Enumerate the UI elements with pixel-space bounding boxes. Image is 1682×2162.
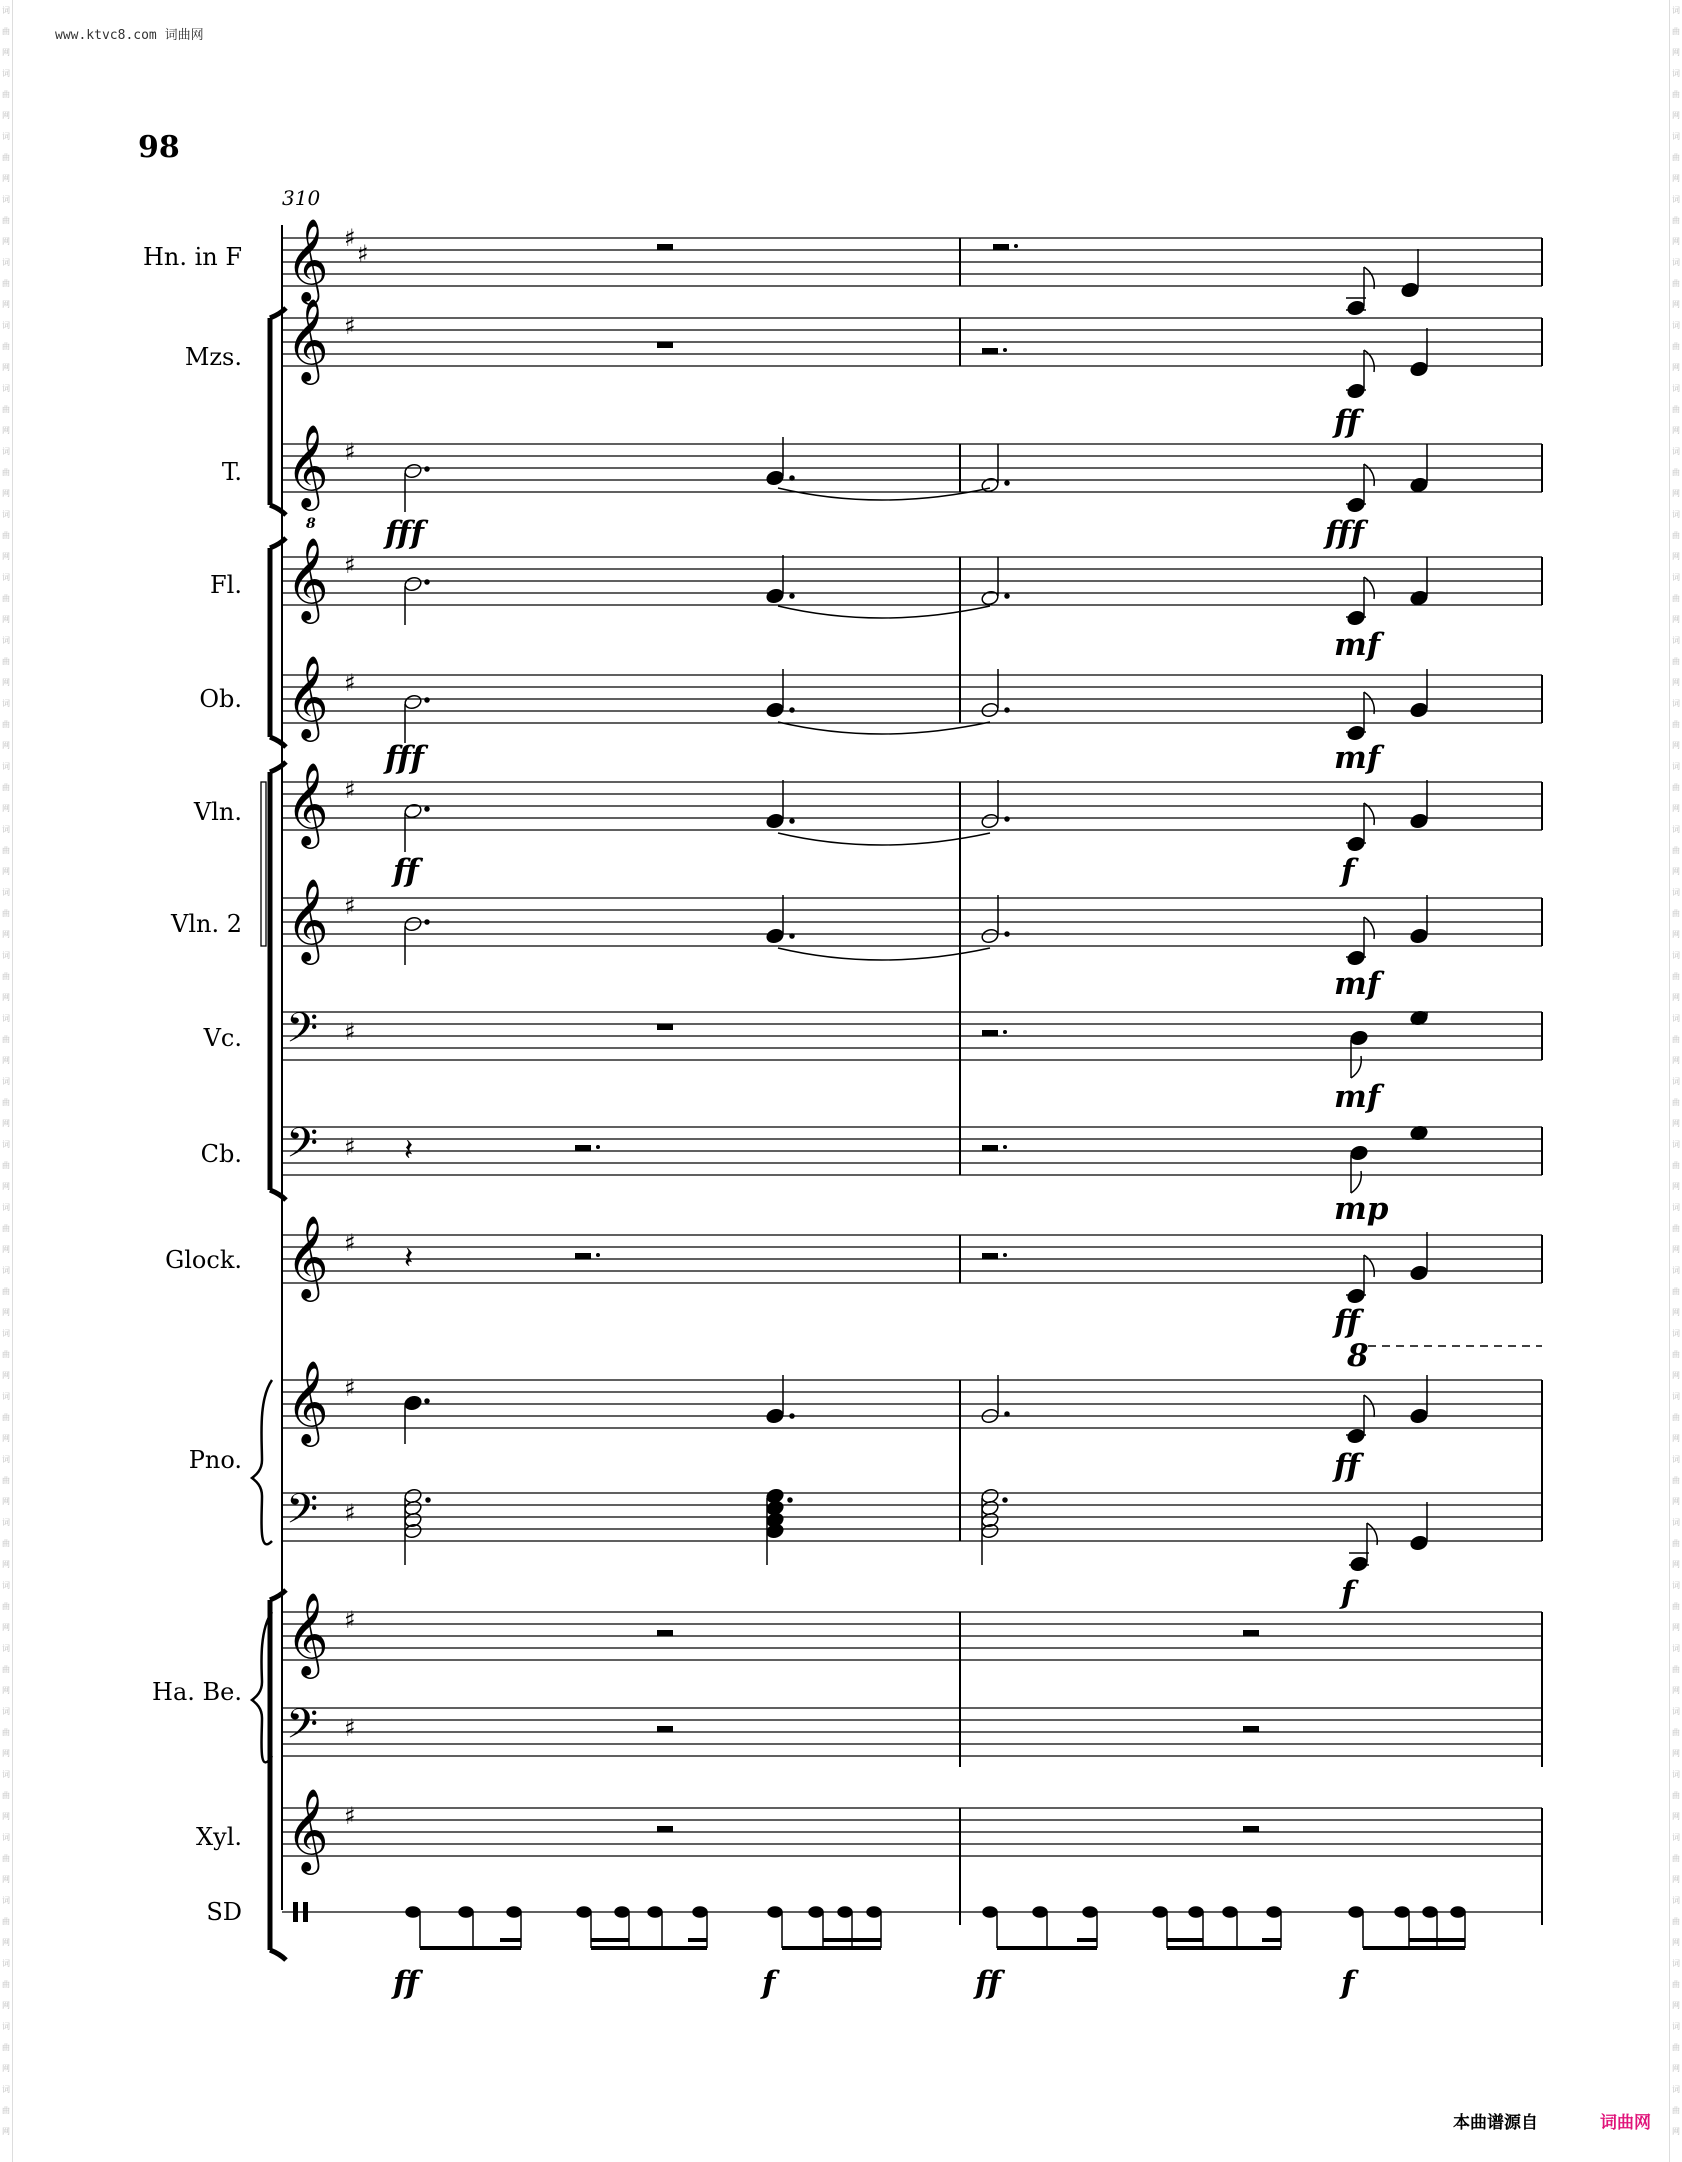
- bracket-strings: [270, 762, 286, 1200]
- dynamic-violin-2: mf: [1334, 966, 1381, 1002]
- sharp-icon: ♯: [344, 892, 356, 920]
- margin-watermark-text: 词曲网: [1672, 1077, 1680, 1128]
- margin-watermark-text: 词曲网: [1672, 1329, 1680, 1380]
- margin-watermark-text: 词曲网: [1672, 1770, 1680, 1821]
- margin-watermark-text: 词曲网: [2, 195, 10, 246]
- margin-watermark-text: 词曲网: [2, 951, 10, 1002]
- sharp-icon: ♯: [344, 1499, 356, 1527]
- instrument-name-mezzo: Mzs.: [184, 343, 242, 371]
- instrument-name-snare-drum: SD: [206, 1898, 242, 1926]
- bass-clef-icon: 𝄢: [286, 1004, 319, 1062]
- half-rest: [982, 1145, 998, 1151]
- instrument-name-contrabass: Cb.: [200, 1140, 242, 1168]
- margin-watermark-text: 词曲网: [2, 447, 10, 498]
- melody-tenor: [403, 437, 1428, 513]
- bracket-percussion: [270, 1590, 286, 1960]
- whole-rest: [657, 1726, 673, 1732]
- treble-clef-icon: 𝄞: [286, 1591, 329, 1675]
- sharp-icon: ♯: [344, 551, 356, 579]
- instrument-name-piano: Pno.: [188, 1446, 242, 1474]
- dynamic-snare-4: f: [1341, 1965, 1355, 2001]
- margin-watermark-text: 词曲网: [1672, 699, 1680, 750]
- sharp-icon: ♯: [344, 312, 356, 340]
- percussion-clef-icon: [293, 1902, 298, 1922]
- margin-watermark-text: 词曲网: [1672, 573, 1680, 624]
- margin-watermark-text: 词曲网: [2, 321, 10, 372]
- margin-watermark-text: 词曲网: [1672, 1392, 1680, 1443]
- sharp-icon: ♯: [344, 1018, 356, 1046]
- margin-watermark-text: 词曲网: [2, 258, 10, 309]
- tenor-clef-eight: 8: [306, 516, 316, 532]
- bass-clef-icon: 𝄢: [286, 1119, 319, 1177]
- whole-rest: [657, 1826, 673, 1832]
- staff-piano-bass: [282, 1493, 1542, 1541]
- margin-watermark-text: 词曲网: [1672, 1707, 1680, 1758]
- quarter-rest: 𝄽: [404, 1241, 414, 1276]
- dynamic-piano-bass: f: [1341, 1575, 1355, 1611]
- ottava-mark: 8: [1347, 1338, 1369, 1374]
- sharp-icon: ♯: [344, 1374, 356, 1402]
- margin-watermark-text: 词曲网: [2, 1140, 10, 1191]
- treble-clef-icon: 𝄞: [286, 1787, 329, 1871]
- dynamic-tenor-2: fff: [1325, 515, 1364, 551]
- margin-watermark-text: 词曲网: [1672, 1644, 1680, 1695]
- whole-rest: [1243, 1630, 1259, 1636]
- treble-clef-icon: 𝄞: [286, 297, 329, 381]
- melody-violin-2: [403, 895, 1428, 966]
- dynamic-snare-2: f: [762, 1965, 776, 2001]
- margin-watermark-text: 词曲网: [2, 1896, 10, 1947]
- margin-watermark-text: 词曲网: [2, 1518, 10, 1569]
- dynamic-snare-1: ff: [393, 1965, 419, 2001]
- margin-watermark-text: 词曲网: [2, 2022, 10, 2073]
- margin-watermark-text: 词曲网: [1672, 2085, 1680, 2136]
- treble-clef-icon: 𝄞: [286, 536, 329, 620]
- whole-rest: [993, 244, 1009, 250]
- melody-cello: [1349, 1010, 1428, 1078]
- margin-watermark-text: 词曲网: [2, 2085, 10, 2136]
- sharp-icon: ♯: [344, 1606, 356, 1634]
- instrument-name-violin-2: Vln. 2: [171, 910, 242, 938]
- margin-watermark-text: 词曲网: [1672, 6, 1680, 57]
- melody-glockenspiel: [1346, 1232, 1429, 1304]
- percussion-clef-icon: [303, 1902, 308, 1922]
- sharp-icon: ♯: [357, 240, 369, 268]
- quarter-rest: 𝄽: [404, 1133, 414, 1168]
- half-rest: [982, 1030, 998, 1036]
- sharp-icon: ♯: [344, 669, 356, 697]
- margin-watermark-text: 词曲网: [1672, 951, 1680, 1002]
- instrument-name-xylophone: Xyl.: [196, 1823, 242, 1851]
- margin-watermark-text: 词曲网: [1672, 384, 1680, 435]
- footer-source-text: 本曲谱源自: [1453, 2113, 1538, 2133]
- margin-watermark-text: 词曲网: [1672, 636, 1680, 687]
- instrument-name-horn: Hn. in F: [142, 243, 242, 271]
- staff-oboe: [282, 675, 1542, 723]
- margin-watermark-text: 词曲网: [1672, 1266, 1680, 1317]
- margin-watermark-text: 词曲网: [2, 510, 10, 561]
- margin-watermark-text: 词曲网: [1672, 1014, 1680, 1065]
- staff-harp-bass: [282, 1708, 1542, 1756]
- staff-glockenspiel: [282, 1235, 1542, 1283]
- sharp-icon: ♯: [344, 224, 356, 252]
- margin-watermark-text: 词曲网: [2, 1329, 10, 1380]
- margin-watermark-text: 词曲网: [2, 1581, 10, 1632]
- margin-watermark-text: 词曲网: [2, 132, 10, 183]
- brace-piano: [252, 1380, 272, 1544]
- margin-watermark-text: 词曲网: [2, 69, 10, 120]
- dynamic-glockenspiel: ff: [1334, 1304, 1360, 1340]
- margin-watermark-text: 词曲网: [1672, 1581, 1680, 1632]
- bass-clef-icon: 𝄢: [286, 1700, 319, 1758]
- dynamic-oboe-2: mf: [1334, 740, 1381, 776]
- whole-rest: [657, 342, 673, 348]
- margin-watermark-text: 词曲网: [2, 1203, 10, 1254]
- margin-watermark-text: 词曲网: [1672, 1455, 1680, 1506]
- margin-watermark-text: 词曲网: [2, 1455, 10, 1506]
- dynamic-violin-1b: f: [1341, 853, 1355, 889]
- bass-clef-icon: 𝄢: [286, 1485, 319, 1543]
- treble-clef-icon: 𝄞: [286, 761, 329, 845]
- sharp-icon: ♯: [344, 438, 356, 466]
- margin-watermark-text: 词曲网: [2, 1392, 10, 1443]
- margin-watermark-text: 词曲网: [2, 1770, 10, 1821]
- margin-watermark-text: 词曲网: [1672, 69, 1680, 120]
- whole-rest: [657, 1024, 673, 1030]
- margin-watermark-text: 词曲网: [1672, 1959, 1680, 2010]
- bracket-voices: [270, 308, 286, 515]
- footer-logo: 词曲网: [1600, 2113, 1651, 2133]
- margin-watermark-text: 词曲网: [2, 1959, 10, 2010]
- sharp-icon: ♯: [344, 776, 356, 804]
- treble-clef-icon: 𝄞: [286, 1214, 329, 1298]
- melody-piano-treble: [403, 1375, 1428, 1444]
- margin-watermark-text: 词曲网: [2, 1266, 10, 1317]
- dynamic-piano-treble: ff: [1334, 1448, 1360, 1484]
- margin-watermark-text: 词曲网: [1672, 1140, 1680, 1191]
- margin-watermark-text: 词曲网: [1672, 447, 1680, 498]
- margin-watermark-text: 词曲网: [2, 636, 10, 687]
- sharp-icon: ♯: [344, 1133, 356, 1161]
- margin-watermark-text: 词曲网: [1672, 1518, 1680, 1569]
- margin-watermark-text: 词曲网: [1672, 762, 1680, 813]
- margin-watermark-text: 词曲网: [2, 762, 10, 813]
- melody-flute: [403, 555, 1428, 626]
- instrument-name-oboe: Ob.: [199, 685, 242, 713]
- treble-clef-icon: 𝄞: [286, 1359, 329, 1443]
- whole-rest: [657, 1630, 673, 1636]
- sharp-icon: ♯: [344, 1714, 356, 1742]
- margin-watermark-text: 词曲网: [1672, 132, 1680, 183]
- whole-rest: [1243, 1826, 1259, 1832]
- melody-violin-1: [403, 780, 1428, 852]
- margin-watermark-text: 词曲网: [1672, 1203, 1680, 1254]
- header-url: www.ktvc8.com 词曲网: [55, 28, 204, 43]
- sharp-icon: ♯: [344, 1802, 356, 1830]
- dynamic-violin-1a: ff: [393, 853, 419, 889]
- treble-clef-icon: 𝄞: [286, 877, 329, 961]
- staff-horn: [282, 238, 1542, 286]
- margin-watermark-text: 词曲网: [1672, 321, 1680, 372]
- staff-mezzo: [282, 318, 1542, 366]
- dynamic-snare-3: ff: [975, 1965, 1001, 2001]
- margin-watermark-text: 词曲网: [2, 1077, 10, 1128]
- sharp-icon: ♯: [344, 1229, 356, 1257]
- melody-contrabass: [1349, 1125, 1428, 1193]
- staff-tenor: [282, 444, 1542, 492]
- dynamic-mezzo: ff: [1334, 404, 1360, 440]
- measure-number: 310: [282, 186, 321, 210]
- margin-watermark-text: 词曲网: [1672, 195, 1680, 246]
- instrument-name-cello: Vc.: [203, 1024, 242, 1052]
- margin-watermark-text: 词曲网: [2, 699, 10, 750]
- margin-watermark-text: 词曲网: [2, 1707, 10, 1758]
- instrument-name-harp-bells: Ha. Be.: [152, 1678, 242, 1706]
- margin-watermark-text: 词曲网: [2, 1014, 10, 1065]
- staff-xylophone: [282, 1808, 1542, 1910]
- margin-watermark-text: 词曲网: [1672, 888, 1680, 939]
- instrument-name-violin-1: Vln.: [193, 798, 242, 826]
- melody-mezzo: [1346, 328, 1429, 399]
- half-rest: [575, 1253, 591, 1259]
- treble-clef-icon: 𝄞: [286, 423, 329, 507]
- half-rest: [982, 1253, 998, 1259]
- half-rest: [575, 1145, 591, 1151]
- whole-rest: [657, 244, 673, 250]
- treble-clef-icon: 𝄞: [286, 217, 329, 301]
- margin-watermark-text: 词曲网: [2, 888, 10, 939]
- dynamic-contrabass: mp: [1334, 1191, 1389, 1227]
- dynamic-flute: mf: [1334, 627, 1381, 663]
- margin-watermark-text: 词曲网: [2, 384, 10, 435]
- dynamic-tenor-1: fff: [385, 515, 424, 551]
- melody-oboe: [403, 669, 1428, 743]
- margin-watermark-text: 词曲网: [1672, 825, 1680, 876]
- melody-horn: [1346, 249, 1420, 316]
- margin-watermark-text: 词曲网: [1672, 258, 1680, 309]
- dynamic-cello: mf: [1334, 1079, 1381, 1115]
- treble-clef-icon: 𝄞: [286, 654, 329, 738]
- margin-watermark-text: 词曲网: [2, 6, 10, 57]
- whole-rest: [1243, 1726, 1259, 1732]
- margin-watermark-text: 词曲网: [1672, 1896, 1680, 1947]
- margin-watermark-text: 词曲网: [2, 1833, 10, 1884]
- snare-drum-rhythm: [406, 1907, 1465, 1948]
- page-number: 98: [138, 130, 180, 165]
- half-rest: [982, 348, 998, 354]
- bracket-violins-square: [261, 782, 266, 946]
- instrument-name-tenor: T.: [221, 458, 242, 486]
- instrument-name-glockenspiel: Glock.: [165, 1246, 242, 1274]
- margin-watermark-text: 词曲网: [2, 573, 10, 624]
- melody-piano-bass: [403, 1488, 1428, 1573]
- staff-violin-2: [282, 898, 1542, 946]
- instrument-name-flute: Fl.: [210, 571, 242, 599]
- margin-watermark-text: 词曲网: [1672, 2022, 1680, 2073]
- margin-watermark-text: 词曲网: [2, 1644, 10, 1695]
- dynamic-oboe-1: fff: [385, 740, 424, 776]
- margin-watermark-text: 词曲网: [1672, 1833, 1680, 1884]
- margin-watermark-text: 词曲网: [2, 825, 10, 876]
- margin-watermark-text: 词曲网: [1672, 510, 1680, 561]
